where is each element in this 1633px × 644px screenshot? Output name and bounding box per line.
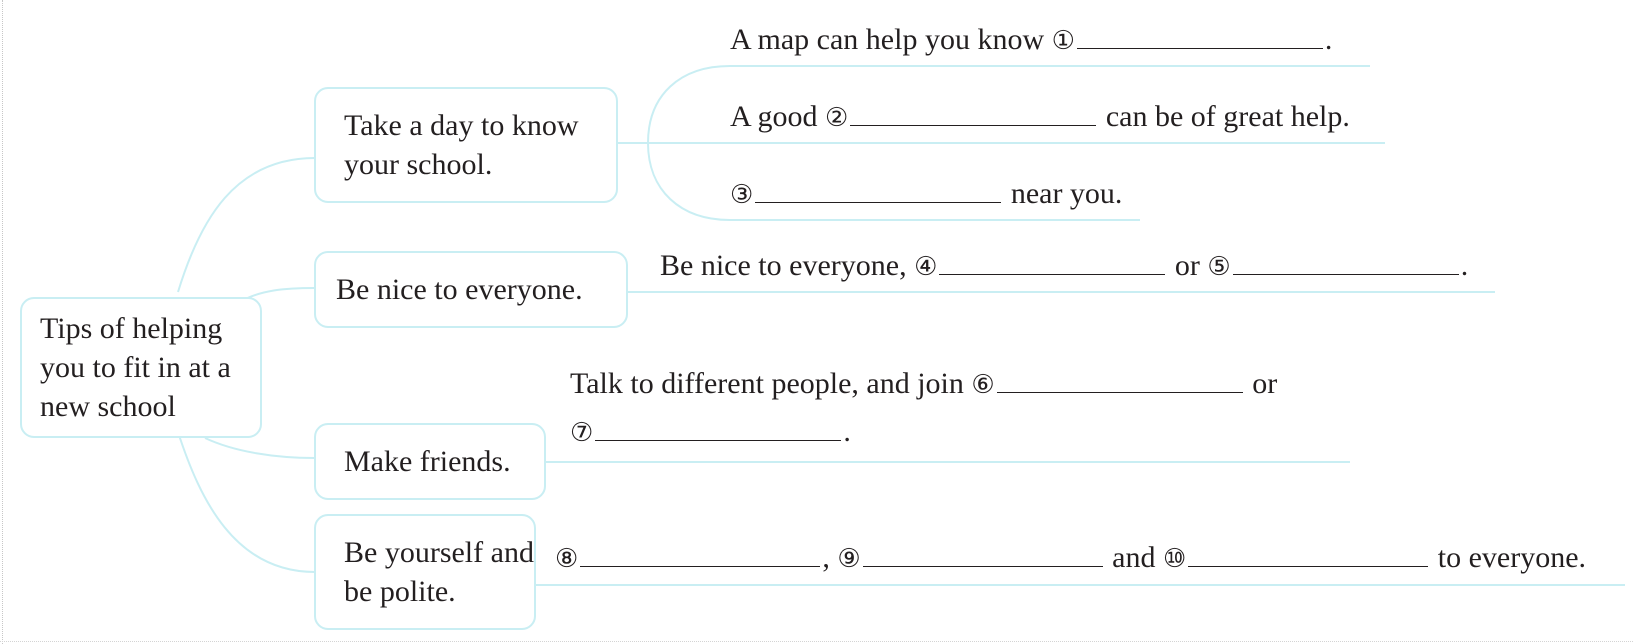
branch-node-1	[314, 87, 618, 203]
answer-blank-3[interactable]	[755, 180, 1001, 203]
answer-blank-9[interactable]	[863, 544, 1103, 567]
detail-line: Be nice to everyone, ④ or ⑤ .	[660, 249, 1469, 282]
answer-blank-4[interactable]	[939, 252, 1165, 275]
blank-number: ⑧	[555, 544, 579, 574]
answer-blank-8[interactable]	[580, 544, 820, 567]
branch-1-label: Take a day to know your school.	[344, 109, 579, 181]
root-label: Tips of helping you to fit in at a new school	[40, 312, 231, 423]
connector-root-branch-3	[205, 438, 315, 458]
detail-line: ⑦ .	[570, 415, 851, 448]
branch-3-label: Make friends.	[344, 445, 511, 478]
blank-number: ⑥	[971, 370, 995, 400]
branch-node-2	[314, 251, 628, 328]
detail-line: ③ near you.	[730, 177, 1123, 210]
answer-blank-6[interactable]	[997, 370, 1243, 393]
detail-line: A good ② can be of great help.	[730, 100, 1350, 133]
answer-blank-2[interactable]	[850, 103, 1096, 126]
answer-blank-10[interactable]	[1188, 544, 1428, 567]
blank-number: ②	[825, 103, 849, 133]
detail-line: ⑧ , ⑨ and ⑩ to everyone.	[555, 541, 1587, 574]
connector-root-branch-4	[178, 432, 315, 572]
branch-node-4	[314, 514, 536, 630]
blank-number: ③	[730, 180, 754, 210]
blank-number: ①	[1051, 26, 1075, 56]
blank-number: ⑨	[837, 544, 861, 574]
detail-line: Talk to different people, and join ⑥ or	[570, 367, 1278, 400]
answer-blank-5[interactable]	[1233, 252, 1459, 275]
blank-number: ⑩	[1162, 544, 1187, 574]
root-node	[20, 297, 262, 438]
answer-blank-7[interactable]	[595, 418, 841, 441]
answer-blank-1[interactable]	[1077, 26, 1323, 49]
branch-4-label: Be yourself and be polite.	[344, 536, 534, 608]
detail-line: A map can help you know ① .	[730, 23, 1333, 56]
blank-number: ④	[914, 252, 938, 282]
blank-number: ⑤	[1207, 252, 1231, 282]
branch-2-label: Be nice to everyone.	[336, 273, 583, 306]
blank-number: ⑦	[570, 418, 594, 448]
branch-node-3	[314, 423, 546, 500]
connector-root-branch-1	[178, 158, 315, 292]
